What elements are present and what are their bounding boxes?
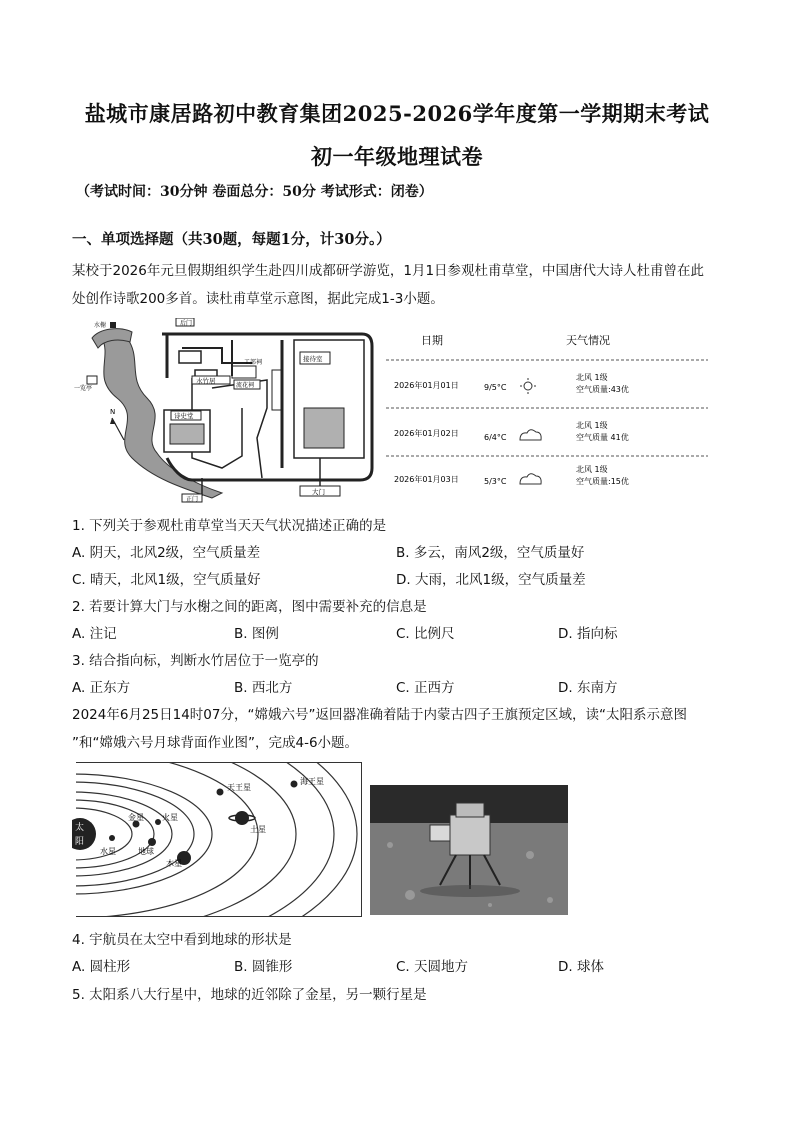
question-4-option-c[interactable]: C. 天圆地方 (396, 959, 469, 975)
weather-date: 2026年01月01日 (394, 381, 459, 390)
question-3-option-b[interactable]: B. 西北方 (234, 680, 293, 696)
question-4-stem: 4. 宇航员在太空中看到地球的形状是 (72, 932, 292, 948)
question-4-option-a[interactable]: A. 圆柱形 (72, 959, 131, 975)
question-1-option-b[interactable]: B. 多云，南风2级，空气质量好 (396, 545, 585, 561)
exam-info: （考试时间：30分钟 卷面总分：50分 考试形式：闭卷） (76, 184, 433, 200)
question-4-option-d[interactable]: D. 球体 (558, 959, 604, 975)
weather-air: 空气质量 41优 (576, 433, 629, 442)
solar-system-diagram (72, 762, 362, 917)
weather-temp: 6/4°C (484, 433, 507, 442)
section-heading: 一、单项选择题（共30题，每题1分，计30分。） (72, 231, 391, 248)
weather-header-date: 日期 (421, 334, 443, 347)
question-1-option-a[interactable]: A. 阴天，北风2级，空气质量差 (72, 545, 261, 561)
north-arrow-label: N (110, 408, 116, 416)
question-1-option-c[interactable]: C. 晴天，北风1级，空气质量好 (72, 572, 261, 588)
intro-line: ”和“嫦娥六号月球背面作业图”，完成4-6小题。 (72, 735, 359, 751)
weather-header-condition: 天气情况 (566, 334, 610, 347)
question-1-stem: 1. 下列关于参观杜甫草堂当天天气状况描述正确的是 (72, 518, 387, 534)
planet-label-saturn: 土星 (250, 825, 266, 834)
map-label-gongbuci: 工部祠 (244, 359, 263, 366)
planet-label-mercury: 水星 (100, 847, 116, 856)
planet-label-venus: 金星 (128, 813, 144, 822)
weather-date: 2026年01月03日 (394, 475, 459, 484)
intro-line: 处创作诗歌200多首。读杜甫草堂示意图，据此完成1-3小题。 (72, 291, 444, 307)
map-label-zhengmen: 正门 (186, 496, 199, 503)
weather-air: 空气质量:15优 (576, 477, 629, 486)
sun-label-bottom: 阳 (75, 837, 85, 847)
question-2-option-d[interactable]: D. 指向标 (558, 626, 618, 642)
question-1-option-d[interactable]: D. 大雨，北风1级，空气质量差 (396, 572, 586, 588)
question-5-stem: 5. 太阳系八大行星中，地球的近邻除了金星，另一颗行星是 (72, 987, 427, 1003)
weather-wind: 北风 1级 (576, 421, 608, 430)
map-label-shuizhuju: 水竹居 (196, 377, 216, 385)
planet-label-uranus: 天王星 (227, 783, 251, 792)
weather-wind: 北风 1级 (576, 373, 608, 382)
intro-paragraph-1 (72, 257, 722, 313)
intro-line: 2024年6月25日14时07分，“嫦娥六号”返回器准确着陆于内蒙古四子王旗预定区域，读“太阳系示意图 (72, 707, 687, 723)
intro-paragraph-2 (72, 701, 722, 757)
question-2-option-c[interactable]: C. 比例尺 (396, 626, 455, 642)
question-2-option-a[interactable]: A. 注记 (72, 626, 117, 642)
map-label-liubeiting: 流花祠 (236, 382, 255, 389)
map-label-houmen: 后门 (180, 320, 193, 327)
exam-title: 盐城市康居路初中教育集团2025-2026学年度第一学期期末考试 (84, 101, 710, 126)
map-label-shishitang: 诗史堂 (174, 412, 194, 420)
planet-label-mars: 火星 (162, 813, 178, 822)
question-2-stem: 2. 若要计算大门与水榭之间的距离，图中需要补充的信息是 (72, 599, 427, 615)
question-4-option-b[interactable]: B. 圆锥形 (234, 959, 293, 975)
weather-date: 2026年01月02日 (394, 429, 459, 438)
weather-air: 空气质量:43优 (576, 385, 629, 394)
weather-table (386, 318, 708, 493)
question-2-option-b[interactable]: B. 图例 (234, 626, 279, 642)
map-label-damen: 大门 (312, 488, 325, 496)
question-3-stem: 3. 结合指向标，判断水竹居位于一览亭的 (72, 653, 319, 669)
question-3-option-c[interactable]: C. 正西方 (396, 680, 455, 696)
map-label-shuixie: 水榭 (94, 322, 107, 329)
map-label-yilanting: 一览亭 (74, 385, 93, 392)
change6-lunar-photo (370, 785, 568, 915)
weather-temp: 5/3°C (484, 477, 507, 486)
planet-label-earth: 地球 (138, 847, 154, 856)
sun-label-top: 太 (75, 823, 85, 833)
planet-label-jupiter: 木星 (166, 859, 182, 868)
map-label-jiedaishi: 接待室 (303, 355, 323, 363)
weather-temp: 9/5°C (484, 383, 507, 392)
weather-wind: 北风 1级 (576, 465, 608, 474)
dufu-cottage-map (72, 318, 380, 506)
exam-subtitle: 初一年级地理试卷 (311, 144, 483, 169)
intro-line: 某校于2026年元旦假期组织学生赴四川成都研学游览，1月1日参观杜甫草堂，中国唐代大诗人杜甫曾在此 (72, 263, 705, 279)
question-3-option-a[interactable]: A. 正东方 (72, 680, 131, 696)
question-3-option-d[interactable]: D. 东南方 (558, 680, 618, 696)
planet-label-neptune: 海王星 (300, 777, 324, 786)
